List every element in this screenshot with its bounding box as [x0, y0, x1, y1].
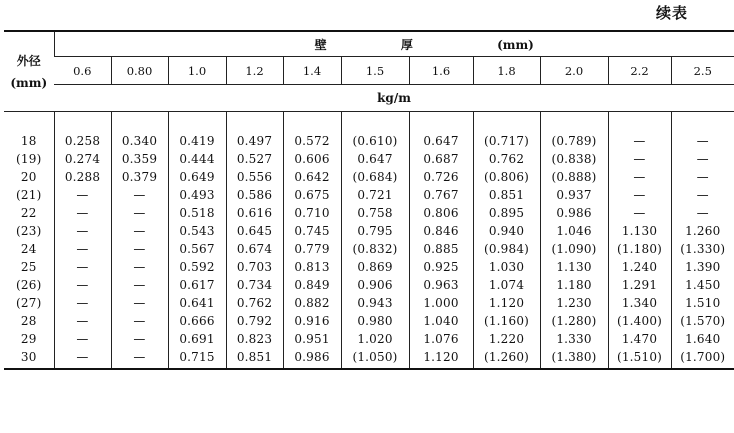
weight-cell: 0.806 — [409, 204, 473, 222]
table-row — [4, 330, 734, 348]
weight-cell: 0.617 — [168, 276, 226, 294]
wall-label-b: 厚 — [400, 37, 413, 52]
table-body — [4, 112, 734, 370]
weight-cell: (0.838) — [540, 150, 608, 168]
wall-thickness-unit: (mm) — [497, 37, 534, 52]
weight-cell: 1.340 — [608, 294, 671, 312]
weight-cell: 1.470 — [608, 330, 671, 348]
thickness-header-cell: 1.8 — [473, 57, 540, 85]
weight-cell: 0.379 — [111, 168, 168, 186]
table-row — [4, 276, 734, 294]
outer-diameter-cell: 20 — [20, 170, 37, 184]
weight-cell: 0.572 — [283, 132, 341, 150]
weight-cell: 0.792 — [226, 312, 283, 330]
weight-cell: 0.943 — [341, 294, 409, 312]
bottom-rule-row — [4, 366, 734, 369]
weight-cell: — — [111, 276, 168, 294]
weight-cell: — — [54, 258, 111, 276]
thickness-header-cell: 1.2 — [226, 57, 283, 85]
weight-cell: 1.074 — [473, 276, 540, 294]
weight-cell: 0.882 — [283, 294, 341, 312]
table-row — [4, 186, 734, 204]
weight-cell: — — [54, 240, 111, 258]
weight-cell: 0.666 — [168, 312, 226, 330]
weight-cell: 0.687 — [409, 150, 473, 168]
weight-cell: 0.762 — [473, 150, 540, 168]
weight-cell: — — [54, 222, 111, 240]
outer-diameter-cell: (19) — [16, 152, 42, 166]
weight-cell: — — [111, 294, 168, 312]
weight-cell: 0.986 — [540, 204, 608, 222]
table-row — [4, 222, 734, 240]
weight-cell: (1.400) — [608, 312, 671, 330]
weight-cell: (1.180) — [608, 240, 671, 258]
weight-cell: 0.642 — [283, 168, 341, 186]
weight-cell: 0.675 — [283, 186, 341, 204]
weight-cell: 1.120 — [473, 294, 540, 312]
weight-cell: — — [54, 204, 111, 222]
weight-cell: (1.330) — [671, 240, 734, 258]
table-row — [4, 168, 734, 186]
table-row — [4, 258, 734, 276]
weight-cell: 0.758 — [341, 204, 409, 222]
table-row — [4, 240, 734, 258]
outer-diameter-cell: 22 — [20, 206, 37, 220]
thickness-header-cell: 2.2 — [608, 57, 671, 85]
weight-cell: — — [111, 330, 168, 348]
outer-diameter-cell: 30 — [20, 350, 37, 364]
weight-cell: 0.641 — [168, 294, 226, 312]
weight-cell: 0.493 — [168, 186, 226, 204]
weight-cell: — — [608, 204, 671, 222]
weight-cell: 1.330 — [540, 330, 608, 348]
weight-cell: (0.984) — [473, 240, 540, 258]
weight-cell: — — [111, 312, 168, 330]
weight-cell: 1.076 — [409, 330, 473, 348]
weight-cell: 0.963 — [409, 276, 473, 294]
weight-cell: 0.951 — [283, 330, 341, 348]
weight-cell: 0.647 — [341, 150, 409, 168]
weight-cell: 0.937 — [540, 186, 608, 204]
weight-cell: (1.280) — [540, 312, 608, 330]
weight-cell: 1.120 — [409, 348, 473, 366]
weight-cell: — — [54, 276, 111, 294]
weight-cell: (0.789) — [540, 132, 608, 150]
thickness-header-cell: 1.4 — [283, 57, 341, 85]
weight-cell: 0.586 — [226, 186, 283, 204]
weight-cell: (1.160) — [473, 312, 540, 330]
weight-cell: (1.050) — [341, 348, 409, 366]
steel-tube-weight-table — [4, 30, 734, 370]
wall-thickness-title — [54, 31, 734, 57]
weight-cell: 1.040 — [409, 312, 473, 330]
weight-cell: — — [111, 240, 168, 258]
table-row — [4, 312, 734, 330]
weight-cell: 0.340 — [111, 132, 168, 150]
outer-diameter-cell: 29 — [20, 332, 37, 346]
weight-cell: — — [111, 186, 168, 204]
weight-cell: 0.823 — [226, 330, 283, 348]
weight-cell: — — [671, 150, 734, 168]
thickness-values-row — [4, 57, 734, 85]
weight-cell: (0.717) — [473, 132, 540, 150]
weight-cell: — — [608, 132, 671, 150]
weight-cell: 1.020 — [341, 330, 409, 348]
weight-cell: 1.030 — [473, 258, 540, 276]
weight-cell: 1.000 — [409, 294, 473, 312]
weight-cell: — — [54, 294, 111, 312]
weight-cell: 0.444 — [168, 150, 226, 168]
weight-cell: (1.090) — [540, 240, 608, 258]
weight-cell: 0.885 — [409, 240, 473, 258]
weight-cell: 0.518 — [168, 204, 226, 222]
weight-cell: — — [671, 132, 734, 150]
weight-cell: — — [111, 222, 168, 240]
weight-cell: 0.606 — [283, 150, 341, 168]
thickness-header-cell: 0.80 — [111, 57, 168, 85]
weight-cell: 0.556 — [226, 168, 283, 186]
weight-cell: (0.610) — [341, 132, 409, 150]
weight-cell: 0.359 — [111, 150, 168, 168]
weight-cell: 0.288 — [54, 168, 111, 186]
outer-diameter-cell: 24 — [20, 242, 37, 256]
weight-cell: 0.895 — [473, 204, 540, 222]
weight-cell: 0.543 — [168, 222, 226, 240]
wall-label-a: 壁 — [314, 37, 327, 52]
outer-diameter-label: 外径 — [16, 53, 41, 68]
weight-cell: 1.291 — [608, 276, 671, 294]
weight-cell: — — [54, 348, 111, 366]
weight-cell: 1.130 — [608, 222, 671, 240]
weight-cell: 0.906 — [341, 276, 409, 294]
weight-cell: 0.527 — [226, 150, 283, 168]
weight-cell: — — [54, 312, 111, 330]
weight-cell: 0.715 — [168, 348, 226, 366]
weight-cell: 0.813 — [283, 258, 341, 276]
weight-cell: 0.779 — [283, 240, 341, 258]
outer-diameter-cell: (23) — [16, 224, 42, 238]
weight-cell: — — [111, 258, 168, 276]
weight-cell: 0.916 — [283, 312, 341, 330]
weight-cell: 0.691 — [168, 330, 226, 348]
weight-cell: 0.592 — [168, 258, 226, 276]
weight-cell: 0.767 — [409, 186, 473, 204]
outer-diameter-cell: 18 — [20, 134, 37, 148]
weight-cell: 0.721 — [341, 186, 409, 204]
weight-cell: 1.130 — [540, 258, 608, 276]
weight-cell: 0.567 — [168, 240, 226, 258]
weight-cell: 0.616 — [226, 204, 283, 222]
weight-cell: 1.260 — [671, 222, 734, 240]
outer-diameter-cell: (26) — [16, 278, 42, 292]
weight-unit-row — [4, 85, 734, 112]
weight-cell: — — [671, 168, 734, 186]
weight-cell: 0.869 — [341, 258, 409, 276]
wall-thickness-header-row — [4, 31, 734, 57]
weight-cell: (0.684) — [341, 168, 409, 186]
weight-cell: 0.745 — [283, 222, 341, 240]
weight-cell: — — [608, 168, 671, 186]
weight-cell: 0.710 — [283, 204, 341, 222]
weight-cell: 0.703 — [226, 258, 283, 276]
weight-cell: 0.649 — [168, 168, 226, 186]
weight-cell: 0.274 — [54, 150, 111, 168]
weight-cell: 0.980 — [341, 312, 409, 330]
weight-cell: (0.832) — [341, 240, 409, 258]
table-row — [4, 150, 734, 168]
thickness-header-cell: 2.5 — [671, 57, 734, 85]
weight-cell: (1.380) — [540, 348, 608, 366]
outer-diameter-unit: (mm) — [10, 75, 48, 90]
spacer-row — [4, 112, 734, 133]
weight-cell: — — [54, 330, 111, 348]
weight-cell: 0.647 — [409, 132, 473, 150]
weight-cell: 0.258 — [54, 132, 111, 150]
weight-cell: (0.806) — [473, 168, 540, 186]
weight-cell: — — [111, 204, 168, 222]
weight-cell: 0.674 — [226, 240, 283, 258]
weight-cell: 1.640 — [671, 330, 734, 348]
weight-cell: — — [608, 150, 671, 168]
thickness-header-cell: 1.5 — [341, 57, 409, 85]
outer-diameter-cell: (21) — [16, 188, 42, 202]
weight-cell: 0.986 — [283, 348, 341, 366]
weight-cell: — — [671, 204, 734, 222]
thickness-header-cell: 2.0 — [540, 57, 608, 85]
thickness-header-cell: 1.0 — [168, 57, 226, 85]
weight-cell: 0.645 — [226, 222, 283, 240]
weight-cell: (1.570) — [671, 312, 734, 330]
weight-cell: 0.734 — [226, 276, 283, 294]
weight-cell: 1.046 — [540, 222, 608, 240]
weight-cell: 0.795 — [341, 222, 409, 240]
weight-cell: 0.726 — [409, 168, 473, 186]
weight-cell: — — [671, 186, 734, 204]
weight-cell: 1.390 — [671, 258, 734, 276]
weight-cell: — — [608, 186, 671, 204]
table-row — [4, 132, 734, 150]
weight-cell: (0.888) — [540, 168, 608, 186]
weight-unit-label: kg/m — [54, 85, 734, 112]
weight-cell: 1.240 — [608, 258, 671, 276]
outer-diameter-cell: (27) — [16, 296, 42, 310]
weight-cell: 1.230 — [540, 294, 608, 312]
weight-cell: — — [111, 348, 168, 366]
weight-cell: 0.925 — [409, 258, 473, 276]
weight-cell: (1.700) — [671, 348, 734, 366]
weight-cell: 0.419 — [168, 132, 226, 150]
weight-cell: 0.940 — [473, 222, 540, 240]
weight-cell: 0.851 — [226, 348, 283, 366]
weight-cell: — — [54, 186, 111, 204]
weight-cell: 0.497 — [226, 132, 283, 150]
table-row — [4, 348, 734, 366]
weight-cell: (1.510) — [608, 348, 671, 366]
weight-cell: 0.851 — [473, 186, 540, 204]
weight-cell: 0.846 — [409, 222, 473, 240]
table-row — [4, 204, 734, 222]
table-row — [4, 294, 734, 312]
weight-cell: 1.180 — [540, 276, 608, 294]
weight-cell: 0.762 — [226, 294, 283, 312]
continued-table-label: 续表 — [655, 4, 688, 22]
weight-cell: 1.510 — [671, 294, 734, 312]
thickness-header-cell: 0.6 — [54, 57, 111, 85]
outer-diameter-cell: 28 — [20, 314, 37, 328]
weight-cell: 1.450 — [671, 276, 734, 294]
weight-cell: 0.849 — [283, 276, 341, 294]
thickness-header-cell: 1.6 — [409, 57, 473, 85]
outer-diameter-cell: 25 — [20, 260, 37, 274]
weight-cell: 1.220 — [473, 330, 540, 348]
weight-cell: (1.260) — [473, 348, 540, 366]
outer-diameter-header — [4, 31, 54, 112]
